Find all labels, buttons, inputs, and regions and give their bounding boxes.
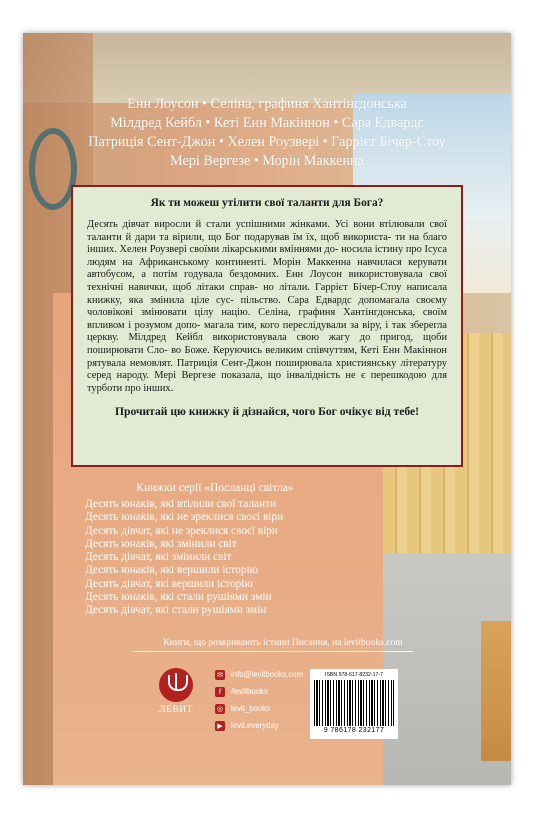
- series-item: Десять юнаків, які втілили свої таланти: [85, 498, 277, 510]
- levit-logo-icon: [159, 668, 193, 702]
- facebook-icon: f: [215, 687, 225, 697]
- series-title: Книжки серії «Посланці світла»: [136, 482, 294, 494]
- description-line: пільство. Сара Едвардс допомагала своєму чоловікові змінювати цілу: [87, 294, 448, 319]
- series-item: Десять юнаків, які стали рушіями змін: [85, 591, 272, 604]
- description-line: Енн Лоусон використовувала свої технічні навички, щоб літаки справ-: [87, 269, 447, 293]
- description-box: [71, 185, 463, 467]
- description-question: Як ти можеш утілити свої таланти для Бога?: [150, 197, 384, 209]
- series-item: Десять дівчат, які не зреклися своєї віри: [85, 524, 278, 537]
- series-item: Десять юнаків, які вершили історію: [85, 564, 259, 577]
- contact-text: /levitbooks: [231, 687, 268, 696]
- contact-youtube: [215, 717, 303, 734]
- contact-email: [215, 666, 303, 683]
- website-tagline: Книги, що розкривають істини Писання, на levitbooks.com: [163, 637, 403, 648]
- publisher-name: ЛЕВИТ: [159, 705, 193, 715]
- description-line: свої таланти й дари та вірили, що Бог подарував їм їх, щоб використа-: [87, 219, 447, 243]
- names-line: Мері Вергезе • Морін Маккенна: [170, 153, 364, 169]
- description-line: немовлят. Патриція Сент-Джон поширювала християнську літературу: [129, 357, 448, 369]
- description-line: серед народу. Мері Вергезе показала, що інвалідність не є перешкодою: [87, 370, 432, 382]
- series-item: Десять дівчат, які стали рушіями змін: [85, 604, 267, 617]
- names-line: Мілдред Кейбл • Кеті Енн Макіннон • Сара Едвардс: [110, 115, 424, 131]
- series-list: [85, 482, 385, 618]
- book-back-cover: [23, 33, 511, 785]
- description-line: Десять дівчат виросли й стали успішними жінками. Усі вони втілювали: [87, 219, 430, 230]
- call-to-action: Прочитай цю книжку й дізнайся, чого Бог очікує від тебе!: [114, 405, 420, 419]
- description-line: Маккенна навчилася керувати автобусом, а потім годувала бездомних.: [87, 256, 447, 281]
- contact-text: info@levitbooks.com: [231, 670, 304, 679]
- description-line: для турботи про інших.: [87, 370, 447, 394]
- names-line: Патриція Сент-Джон • Хелен Роузвері • Гаррієт Бічер-Стоу: [88, 134, 446, 150]
- description-line: но літали. Гаррієт Бічер-Стоу написала книжку, яка змінила ціле сус-: [87, 281, 447, 306]
- names-line: Енн Лоусон • Селіна, графиня Хантінгдонська: [127, 96, 407, 112]
- description-line: націю. Селіна, графиня Хантінгдонська, своїм впливом і розумом допо-: [87, 307, 447, 331]
- description-text: [87, 219, 447, 395]
- contact-facebook: [215, 683, 303, 700]
- contact-text: levit_books: [231, 704, 271, 713]
- tagline-divider: [133, 651, 413, 652]
- crate-illustration: [481, 621, 511, 761]
- instagram-icon: ◎: [216, 704, 224, 713]
- contact-list: [215, 666, 303, 734]
- description-line: ти на благо інших. Хелен Роузвері своїми лікарськими вміннями до-: [87, 231, 447, 256]
- barcode: [310, 669, 398, 739]
- series-item: Десять юнаків, які не зреклися своєї віри: [85, 511, 284, 524]
- series-item: Десять дівчат, які вершили історію: [85, 577, 253, 590]
- description-line: магала тим, кого переслідували за віру, і так зберегла церкву. Мілдред: [87, 319, 447, 344]
- series-item: Десять дівчат, які змінили світ: [85, 551, 232, 564]
- description-line: Кейбл використовувала свою жагу до пригод, щоби поширювати Сло-: [87, 332, 448, 356]
- youtube-icon: ▶: [215, 721, 225, 731]
- series-item: Десять юнаків, які змінили світ: [85, 537, 237, 550]
- heroine-names: [23, 95, 511, 171]
- description-line: носила істину про Ісуса людям на Африканському континенті. Морін: [87, 244, 447, 268]
- barcode-digits: 9 786178 232177: [323, 727, 385, 734]
- publisher-logo: [156, 668, 196, 734]
- contact-instagram: [215, 700, 303, 717]
- mail-icon: ✉: [215, 670, 225, 680]
- description-line: во Боже. Керуючись великим співчуттям, Кеті Енн Макіннон рятувала: [87, 344, 447, 369]
- contact-text: levit.everyday: [231, 721, 279, 730]
- barcode-bars: [314, 680, 394, 726]
- isbn-text: ISBN 978-617-8232-17-7: [325, 672, 383, 678]
